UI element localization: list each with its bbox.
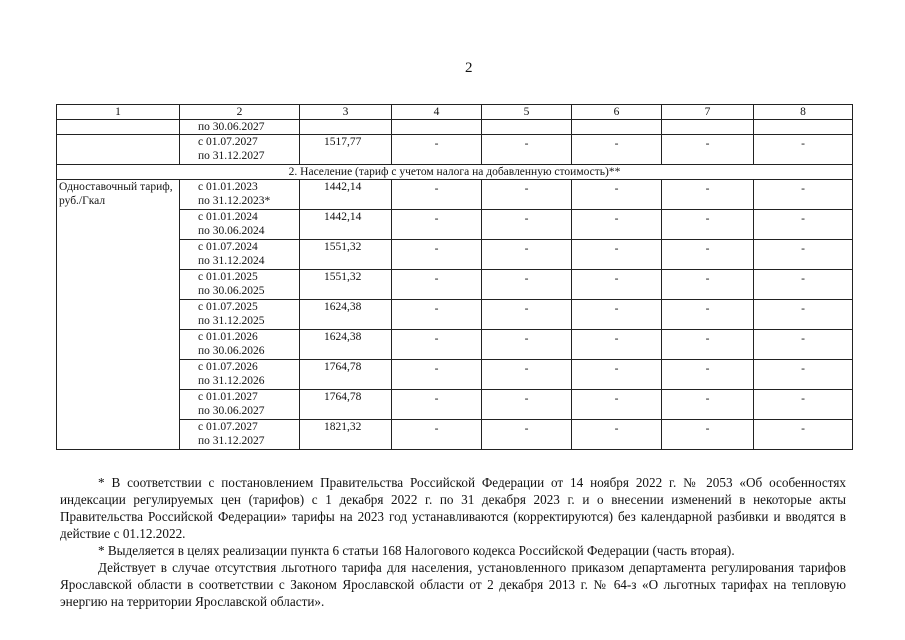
empty-value-cell xyxy=(482,300,572,330)
period-to: по 30.06.2026 xyxy=(198,345,265,357)
dash: - xyxy=(524,138,529,150)
period-from: с 01.07.2025 xyxy=(198,301,258,313)
tariff-value: 1764,78 xyxy=(300,360,392,390)
empty-value-cell xyxy=(662,135,754,165)
dash: - xyxy=(705,183,710,195)
dash: - xyxy=(434,333,439,345)
empty-value-cell xyxy=(754,330,853,360)
dash: - xyxy=(434,138,439,150)
dash: - xyxy=(614,243,619,255)
empty-value-cell xyxy=(572,210,662,240)
dash: - xyxy=(434,243,439,255)
dash: - xyxy=(801,363,805,375)
tariff-value: 1517,77 xyxy=(300,135,392,165)
dash: - xyxy=(614,138,619,150)
empty-value-cell xyxy=(482,330,572,360)
empty-value-cell xyxy=(392,390,482,420)
table-row xyxy=(57,135,853,165)
period-from: с 01.01.2024 xyxy=(198,211,258,223)
header-cell: 3 xyxy=(300,105,392,120)
period-cell xyxy=(180,300,300,330)
empty-value-cell xyxy=(572,360,662,390)
header-cell: 5 xyxy=(482,105,572,120)
dash: - xyxy=(801,213,805,225)
dash: - xyxy=(434,213,439,225)
empty-value-cell xyxy=(662,300,754,330)
header-cell: 2 xyxy=(180,105,300,120)
empty-value-cell xyxy=(392,330,482,360)
dash: - xyxy=(614,333,619,345)
empty-value-cell xyxy=(754,210,853,240)
empty-value-cell xyxy=(754,240,853,270)
empty-value-cell xyxy=(662,390,754,420)
dash: - xyxy=(801,183,805,195)
dash: - xyxy=(434,183,439,195)
empty-value-cell xyxy=(392,210,482,240)
empty-value-cell xyxy=(392,240,482,270)
section-row xyxy=(57,165,853,180)
period-from: с 01.01.2027 xyxy=(198,391,258,403)
dash: - xyxy=(705,393,710,405)
period-from: с 01.07.2027 xyxy=(198,421,258,433)
dash: - xyxy=(434,363,439,375)
empty-value-cell xyxy=(754,420,853,450)
period-to: по 30.06.2025 xyxy=(198,285,265,297)
period-to: по 30.06.2027 xyxy=(198,405,265,417)
tariff-value: 1551,32 xyxy=(300,270,392,300)
period-to: по 31.12.2026 xyxy=(198,375,265,387)
period-to: по 31.12.2025 xyxy=(198,315,265,327)
dash: - xyxy=(801,333,805,345)
empty-value-cell xyxy=(392,270,482,300)
dash: - xyxy=(801,273,805,285)
period-from: с 01.01.2026 xyxy=(198,331,258,343)
dash: - xyxy=(524,423,529,435)
tariff-type-label: Одноставочный тариф, руб./Гкал xyxy=(57,180,180,450)
header-cell: 7 xyxy=(662,105,754,120)
tariff-value: 1624,38 xyxy=(300,300,392,330)
dash: - xyxy=(524,363,529,375)
period-cell xyxy=(180,330,300,360)
dash: - xyxy=(801,423,805,435)
empty-value-cell xyxy=(754,135,853,165)
dash: - xyxy=(524,183,529,195)
period-cell xyxy=(180,120,300,135)
footnotes xyxy=(60,474,846,610)
empty-value-cell xyxy=(572,240,662,270)
dash: - xyxy=(434,273,439,285)
empty-cell xyxy=(57,120,180,135)
dash: - xyxy=(705,138,710,150)
empty-value-cell xyxy=(482,270,572,300)
empty-value-cell xyxy=(572,120,662,135)
empty-value-cell xyxy=(572,180,662,210)
page-number: 2 xyxy=(465,60,473,76)
period-to: по 31.12.2024 xyxy=(198,255,265,267)
tariff-value: 1624,38 xyxy=(300,330,392,360)
period-to: по 31.12.2027 xyxy=(198,435,265,447)
tariff-value: 1442,14 xyxy=(300,210,392,240)
empty-value-cell xyxy=(662,360,754,390)
empty-value-cell xyxy=(754,270,853,300)
empty-value-cell xyxy=(482,135,572,165)
header-cell: 8 xyxy=(754,105,853,120)
empty-value-cell xyxy=(482,240,572,270)
period-from: с 01.01.2025 xyxy=(198,271,258,283)
period-from: с 01.07.2024 xyxy=(198,241,258,253)
dash: - xyxy=(524,243,529,255)
empty-value-cell xyxy=(662,420,754,450)
tariff-value: 1442,14 xyxy=(300,180,392,210)
empty-value-cell xyxy=(392,120,482,135)
empty-value-cell xyxy=(572,270,662,300)
empty-value-cell xyxy=(392,420,482,450)
dash: - xyxy=(614,183,619,195)
dash: - xyxy=(801,138,805,150)
empty-value-cell xyxy=(662,180,754,210)
empty-value-cell xyxy=(482,420,572,450)
tariff-value: 1551,32 xyxy=(300,240,392,270)
dash: - xyxy=(614,363,619,375)
period-cell xyxy=(180,420,300,450)
dash: - xyxy=(705,243,710,255)
empty-value-cell xyxy=(754,180,853,210)
period-cell xyxy=(180,240,300,270)
empty-cell xyxy=(57,135,180,165)
empty-value-cell xyxy=(392,180,482,210)
dash: - xyxy=(614,273,619,285)
empty-value-cell xyxy=(662,270,754,300)
tariff-value: 1764,78 xyxy=(300,390,392,420)
dash: - xyxy=(524,333,529,345)
empty-value-cell xyxy=(662,210,754,240)
header-cell: 4 xyxy=(392,105,482,120)
period-cell xyxy=(180,210,300,240)
header-cell: 6 xyxy=(572,105,662,120)
dash: - xyxy=(614,423,619,435)
empty-value-cell xyxy=(392,300,482,330)
dash: - xyxy=(705,423,710,435)
empty-value-cell xyxy=(482,180,572,210)
dash: - xyxy=(524,273,529,285)
dash: - xyxy=(801,243,805,255)
period-to: по 31.12.2023* xyxy=(198,195,271,207)
footnote-2: * Выделяется в целях реализации пункта 6 статьи 168 Налогового кодекса Российской Федерации (часть вторая). xyxy=(98,543,735,558)
dash: - xyxy=(614,303,619,315)
footnote-3: Действует в случае отсутствия льготного тарифа для населения, установленного приказом департамента регулирования тарифов Ярославской области в соответствии с Законом Ярославской области от 2 декабря 2013 г. № 64-з «О льготных тарифах на тепловую энергию на территории Ярославской области». xyxy=(60,560,846,609)
period-cell xyxy=(180,180,300,210)
section-title: 2. Население (тариф с учетом налога на добавленную стоимость)** xyxy=(57,165,853,180)
empty-value-cell xyxy=(482,360,572,390)
empty-value-cell xyxy=(482,120,572,135)
empty-value-cell xyxy=(754,120,853,135)
dash: - xyxy=(434,393,439,405)
empty-value-cell xyxy=(392,360,482,390)
period-from: с 01.07.2026 xyxy=(198,361,258,373)
period-cell xyxy=(180,270,300,300)
dash: - xyxy=(705,333,710,345)
empty-value-cell xyxy=(754,300,853,330)
table-body xyxy=(57,105,853,450)
dash: - xyxy=(801,393,805,405)
dash: - xyxy=(524,303,529,315)
dash: - xyxy=(614,213,619,225)
empty-value-cell xyxy=(572,135,662,165)
dash: - xyxy=(705,303,710,315)
period-to: по 30.06.2027 xyxy=(198,121,265,133)
period-from: с 01.01.2023 xyxy=(198,181,258,193)
dash: - xyxy=(614,393,619,405)
tariff-value xyxy=(300,120,392,135)
empty-value-cell xyxy=(392,135,482,165)
empty-value-cell xyxy=(662,120,754,135)
dash: - xyxy=(434,423,439,435)
dash: - xyxy=(705,363,710,375)
header-row xyxy=(57,105,853,120)
empty-value-cell xyxy=(662,240,754,270)
table-row xyxy=(57,120,853,135)
table-row xyxy=(57,180,853,210)
dash: - xyxy=(705,213,710,225)
empty-value-cell xyxy=(572,300,662,330)
header-cell: 1 xyxy=(57,105,180,120)
dash: - xyxy=(705,273,710,285)
period-from: с 01.07.2027 xyxy=(198,136,258,148)
footnote-1: * В соответствии с постановлением Правительства Российской Федерации от 14 ноября 2022 г. № 2053 «Об особенностях индексации регулируемых цен (тарифов) с 1 декабря 2022 г. по 31 декабря 2023 г. и о внесении изменений в некоторые акты Правительства Российской Федерации» тарифы на 2023 год устанавливаются (корректируются) без календарной разбивки и вводятся в действие с 01.12.2022. xyxy=(60,475,846,541)
tariff-table xyxy=(56,104,853,450)
empty-value-cell xyxy=(572,390,662,420)
empty-value-cell xyxy=(482,210,572,240)
dash: - xyxy=(434,303,439,315)
empty-value-cell xyxy=(754,390,853,420)
dash: - xyxy=(801,303,805,315)
empty-value-cell xyxy=(482,390,572,420)
dash: - xyxy=(524,213,529,225)
empty-value-cell xyxy=(662,330,754,360)
period-cell xyxy=(180,360,300,390)
period-to: по 30.06.2024 xyxy=(198,225,265,237)
period-cell xyxy=(180,390,300,420)
period-to: по 31.12.2027 xyxy=(198,150,265,162)
tariff-value: 1821,32 xyxy=(300,420,392,450)
dash: - xyxy=(524,393,529,405)
empty-value-cell xyxy=(572,420,662,450)
empty-value-cell xyxy=(754,360,853,390)
empty-value-cell xyxy=(572,330,662,360)
period-cell xyxy=(180,135,300,165)
